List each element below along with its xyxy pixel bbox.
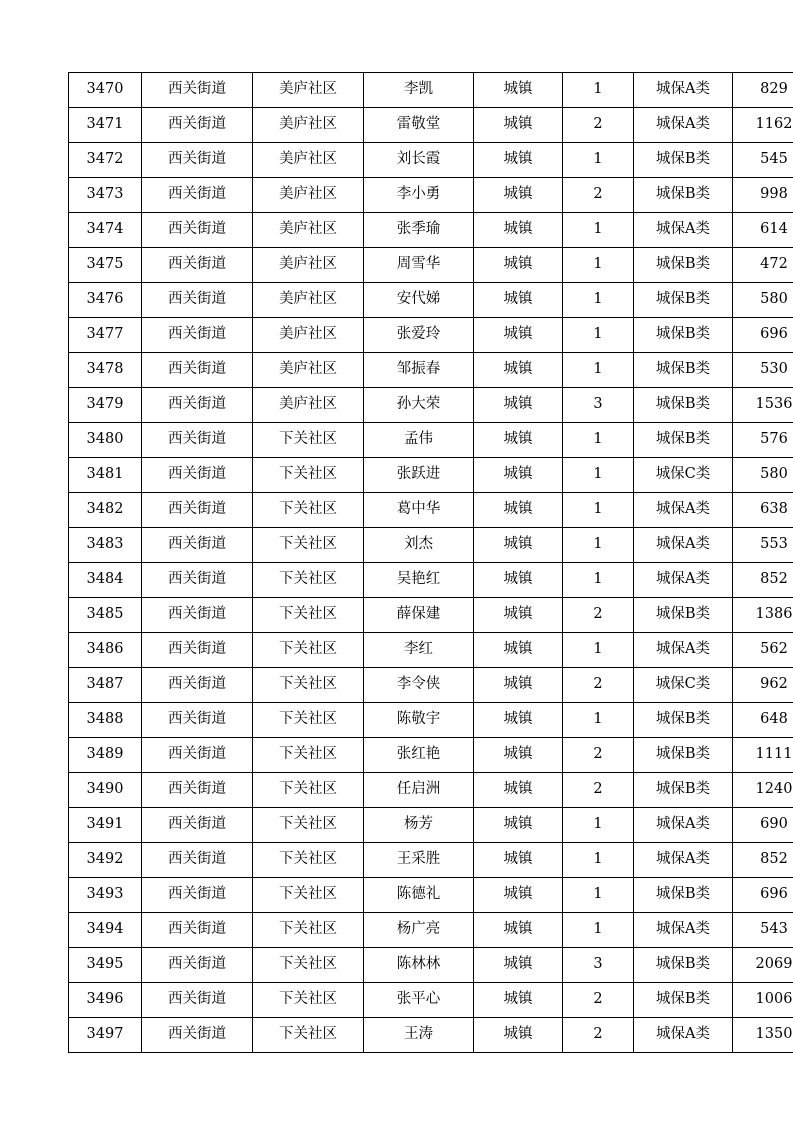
cell-community: 下关社区 [253,1018,364,1053]
cell-category: 城保A类 [634,213,733,248]
cell-amount: 2069 [733,948,793,983]
cell-name: 孟伟 [364,423,474,458]
cell-household: 城镇 [474,108,563,143]
cell-seq: 3470 [69,73,142,108]
cell-name: 李凯 [364,73,474,108]
cell-category: 城保A类 [634,1018,733,1053]
cell-people: 2 [563,178,634,213]
table-row [69,318,793,353]
cell-amount: 1006 [733,983,793,1018]
cell-household: 城镇 [474,668,563,703]
cell-community: 下关社区 [253,563,364,598]
cell-community: 美庐社区 [253,248,364,283]
cell-name: 陈林林 [364,948,474,983]
table-body [69,73,793,1053]
cell-name: 任启洲 [364,773,474,808]
cell-seq: 3497 [69,1018,142,1053]
cell-people: 1 [563,283,634,318]
cell-category: 城保C类 [634,668,733,703]
cell-category: 城保B类 [634,878,733,913]
cell-community: 下关社区 [253,668,364,703]
cell-household: 城镇 [474,458,563,493]
cell-category: 城保A类 [634,73,733,108]
cell-street: 西关街道 [142,458,253,493]
cell-amount: 962 [733,668,793,703]
cell-category: 城保B类 [634,423,733,458]
cell-amount: 829 [733,73,793,108]
cell-seq: 3485 [69,598,142,633]
beneficiary-table [68,72,793,1053]
cell-amount: 553 [733,528,793,563]
cell-amount: 1162 [733,108,793,143]
cell-street: 西关街道 [142,633,253,668]
cell-name: 安代娣 [364,283,474,318]
cell-street: 西关街道 [142,493,253,528]
cell-seq: 3490 [69,773,142,808]
cell-street: 西关街道 [142,913,253,948]
cell-name: 葛中华 [364,493,474,528]
cell-household: 城镇 [474,1018,563,1053]
cell-people: 2 [563,738,634,773]
table-row [69,633,793,668]
table-row [69,423,793,458]
cell-household: 城镇 [474,878,563,913]
cell-amount: 543 [733,913,793,948]
table-row [69,563,793,598]
cell-amount: 545 [733,143,793,178]
cell-name: 邹振春 [364,353,474,388]
cell-category: 城保B类 [634,773,733,808]
cell-amount: 1386 [733,598,793,633]
table-row [69,983,793,1018]
cell-seq: 3491 [69,808,142,843]
cell-street: 西关街道 [142,948,253,983]
cell-community: 美庐社区 [253,318,364,353]
table-row [69,843,793,878]
cell-street: 西关街道 [142,108,253,143]
cell-seq: 3496 [69,983,142,1018]
cell-people: 1 [563,143,634,178]
cell-community: 下关社区 [253,913,364,948]
cell-household: 城镇 [474,283,563,318]
cell-category: 城保A类 [634,913,733,948]
cell-category: 城保B类 [634,983,733,1018]
cell-household: 城镇 [474,633,563,668]
cell-household: 城镇 [474,248,563,283]
cell-community: 下关社区 [253,948,364,983]
cell-people: 1 [563,73,634,108]
cell-category: 城保B类 [634,388,733,423]
cell-household: 城镇 [474,178,563,213]
cell-street: 西关街道 [142,283,253,318]
table-row [69,248,793,283]
cell-people: 1 [563,493,634,528]
cell-amount: 998 [733,178,793,213]
cell-seq: 3483 [69,528,142,563]
cell-street: 西关街道 [142,178,253,213]
table-row [69,668,793,703]
cell-street: 西关街道 [142,703,253,738]
cell-amount: 638 [733,493,793,528]
cell-household: 城镇 [474,738,563,773]
cell-community: 美庐社区 [253,213,364,248]
cell-category: 城保B类 [634,143,733,178]
cell-household: 城镇 [474,703,563,738]
cell-amount: 530 [733,353,793,388]
cell-community: 美庐社区 [253,178,364,213]
cell-name: 王采胜 [364,843,474,878]
cell-category: 城保B类 [634,948,733,983]
cell-category: 城保B类 [634,248,733,283]
cell-street: 西关街道 [142,318,253,353]
cell-category: 城保A类 [634,528,733,563]
table-row [69,878,793,913]
cell-household: 城镇 [474,213,563,248]
table-row [69,913,793,948]
cell-category: 城保A类 [634,108,733,143]
cell-street: 西关街道 [142,528,253,563]
cell-amount: 1350 [733,1018,793,1053]
cell-seq: 3472 [69,143,142,178]
cell-name: 李红 [364,633,474,668]
cell-community: 下关社区 [253,738,364,773]
cell-people: 2 [563,598,634,633]
cell-community: 美庐社区 [253,108,364,143]
cell-seq: 3477 [69,318,142,353]
cell-household: 城镇 [474,808,563,843]
cell-community: 美庐社区 [253,388,364,423]
cell-household: 城镇 [474,913,563,948]
cell-seq: 3495 [69,948,142,983]
cell-name: 雷敬堂 [364,108,474,143]
cell-street: 西关街道 [142,143,253,178]
cell-name: 杨芳 [364,808,474,843]
cell-category: 城保A类 [634,563,733,598]
cell-amount: 580 [733,283,793,318]
cell-category: 城保B类 [634,283,733,318]
cell-name: 杨广亮 [364,913,474,948]
cell-community: 下关社区 [253,458,364,493]
cell-community: 下关社区 [253,808,364,843]
cell-household: 城镇 [474,598,563,633]
cell-seq: 3479 [69,388,142,423]
cell-name: 王涛 [364,1018,474,1053]
cell-street: 西关街道 [142,73,253,108]
cell-amount: 562 [733,633,793,668]
cell-street: 西关街道 [142,563,253,598]
cell-community: 下关社区 [253,633,364,668]
cell-seq: 3471 [69,108,142,143]
cell-community: 下关社区 [253,423,364,458]
cell-household: 城镇 [474,528,563,563]
cell-amount: 690 [733,808,793,843]
cell-people: 1 [563,913,634,948]
cell-seq: 3489 [69,738,142,773]
cell-street: 西关街道 [142,843,253,878]
cell-name: 陈敬宇 [364,703,474,738]
cell-people: 3 [563,948,634,983]
cell-community: 下关社区 [253,983,364,1018]
cell-street: 西关街道 [142,668,253,703]
cell-household: 城镇 [474,983,563,1018]
cell-people: 1 [563,353,634,388]
cell-amount: 472 [733,248,793,283]
cell-community: 下关社区 [253,703,364,738]
cell-name: 刘杰 [364,528,474,563]
cell-name: 孙大荣 [364,388,474,423]
cell-amount: 614 [733,213,793,248]
cell-people: 1 [563,213,634,248]
cell-people: 1 [563,843,634,878]
cell-street: 西关街道 [142,248,253,283]
cell-category: 城保A类 [634,633,733,668]
cell-amount: 696 [733,318,793,353]
cell-name: 张爱玲 [364,318,474,353]
cell-name: 张红艳 [364,738,474,773]
cell-seq: 3480 [69,423,142,458]
table-row [69,1018,793,1053]
cell-community: 下关社区 [253,598,364,633]
cell-community: 下关社区 [253,773,364,808]
cell-category: 城保A类 [634,843,733,878]
cell-people: 1 [563,458,634,493]
table-row [69,283,793,318]
cell-street: 西关街道 [142,388,253,423]
cell-community: 下关社区 [253,528,364,563]
cell-household: 城镇 [474,948,563,983]
cell-amount: 1240 [733,773,793,808]
cell-household: 城镇 [474,773,563,808]
cell-people: 1 [563,318,634,353]
cell-people: 1 [563,633,634,668]
table-row [69,598,793,633]
cell-amount: 852 [733,843,793,878]
table-row [69,703,793,738]
cell-community: 下关社区 [253,493,364,528]
table-row [69,528,793,563]
cell-people: 1 [563,248,634,283]
cell-people: 1 [563,808,634,843]
cell-household: 城镇 [474,73,563,108]
cell-amount: 852 [733,563,793,598]
cell-name: 吴艳红 [364,563,474,598]
table-row [69,738,793,773]
cell-name: 薛保建 [364,598,474,633]
cell-street: 西关街道 [142,598,253,633]
cell-amount: 576 [733,423,793,458]
cell-people: 2 [563,773,634,808]
cell-name: 张跃进 [364,458,474,493]
cell-street: 西关街道 [142,878,253,913]
cell-seq: 3473 [69,178,142,213]
cell-category: 城保A类 [634,808,733,843]
cell-household: 城镇 [474,318,563,353]
cell-category: 城保B类 [634,738,733,773]
cell-people: 1 [563,423,634,458]
cell-household: 城镇 [474,353,563,388]
cell-category: 城保B类 [634,353,733,388]
table-row [69,143,793,178]
cell-people: 1 [563,528,634,563]
cell-people: 1 [563,878,634,913]
cell-amount: 580 [733,458,793,493]
cell-seq: 3486 [69,633,142,668]
cell-seq: 3481 [69,458,142,493]
cell-name: 李小勇 [364,178,474,213]
cell-people: 2 [563,668,634,703]
cell-community: 美庐社区 [253,73,364,108]
cell-people: 2 [563,108,634,143]
table-row [69,108,793,143]
cell-seq: 3475 [69,248,142,283]
cell-people: 1 [563,703,634,738]
cell-people: 2 [563,983,634,1018]
cell-household: 城镇 [474,388,563,423]
cell-people: 1 [563,563,634,598]
cell-community: 美庐社区 [253,143,364,178]
cell-amount: 648 [733,703,793,738]
cell-seq: 3493 [69,878,142,913]
cell-street: 西关街道 [142,1018,253,1053]
cell-amount: 696 [733,878,793,913]
cell-household: 城镇 [474,843,563,878]
cell-people: 2 [563,1018,634,1053]
cell-seq: 3482 [69,493,142,528]
cell-community: 下关社区 [253,843,364,878]
cell-name: 张平心 [364,983,474,1018]
cell-street: 西关街道 [142,353,253,388]
cell-category: 城保B类 [634,703,733,738]
table-row [69,388,793,423]
cell-seq: 3494 [69,913,142,948]
cell-street: 西关街道 [142,808,253,843]
table-row [69,773,793,808]
table-row [69,948,793,983]
cell-community: 美庐社区 [253,353,364,388]
table-row [69,808,793,843]
cell-amount: 1536 [733,388,793,423]
cell-seq: 3476 [69,283,142,318]
cell-street: 西关街道 [142,213,253,248]
cell-household: 城镇 [474,423,563,458]
cell-household: 城镇 [474,493,563,528]
cell-name: 张季瑜 [364,213,474,248]
cell-street: 西关街道 [142,773,253,808]
cell-seq: 3478 [69,353,142,388]
cell-seq: 3474 [69,213,142,248]
cell-category: 城保A类 [634,493,733,528]
cell-name: 刘长霞 [364,143,474,178]
cell-seq: 3488 [69,703,142,738]
table-row [69,353,793,388]
cell-seq: 3484 [69,563,142,598]
cell-name: 李令侠 [364,668,474,703]
cell-street: 西关街道 [142,983,253,1018]
cell-household: 城镇 [474,143,563,178]
cell-street: 西关街道 [142,423,253,458]
cell-category: 城保B类 [634,318,733,353]
cell-category: 城保B类 [634,598,733,633]
cell-street: 西关街道 [142,738,253,773]
cell-amount: 1111 [733,738,793,773]
table-row [69,213,793,248]
table-row [69,458,793,493]
cell-seq: 3487 [69,668,142,703]
table-row [69,73,793,108]
cell-category: 城保C类 [634,458,733,493]
cell-name: 陈德礼 [364,878,474,913]
cell-community: 美庐社区 [253,283,364,318]
cell-household: 城镇 [474,563,563,598]
cell-name: 周雪华 [364,248,474,283]
table-row [69,493,793,528]
cell-category: 城保B类 [634,178,733,213]
table-row [69,178,793,213]
cell-community: 下关社区 [253,878,364,913]
cell-seq: 3492 [69,843,142,878]
cell-people: 3 [563,388,634,423]
